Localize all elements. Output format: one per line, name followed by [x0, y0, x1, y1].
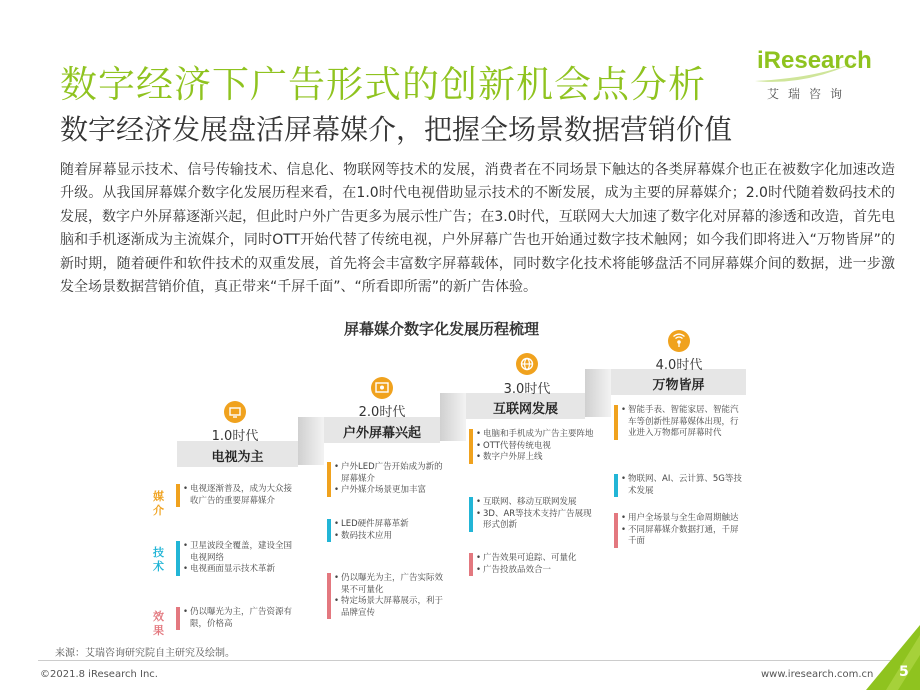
stage-4-name: 万物皆屏 [652, 378, 705, 393]
list-item: • 互联网、移动互联网发展 [483, 497, 597, 509]
footer-divider [38, 660, 893, 661]
globe-icon [516, 353, 538, 375]
logo-chinese-text: 艾瑞咨询 [767, 87, 852, 101]
list-item: • OTT代替传统电视 [483, 441, 597, 453]
stage-2-media-block [327, 462, 445, 497]
copyright-text: ©2021.8 iResearch Inc. [40, 669, 158, 680]
monitor-icon [371, 377, 393, 399]
list-item: • 广告效果可追踪、可量化 [483, 553, 597, 565]
list-item: • 数码技术应用 [341, 531, 445, 543]
list-item: • 仍以曝光为主，广告实际效果不可量化 [341, 573, 445, 596]
stage-1-tech-block [176, 541, 296, 576]
list-item: • 用户全场景与全生命周期触达 [628, 513, 744, 525]
signal-icon [668, 330, 690, 352]
list-item: • 户外媒介场景更加丰富 [341, 485, 445, 497]
category-tech-label: 技术 [153, 546, 164, 573]
stage-3-tech-block [469, 497, 597, 532]
list-item: • 仍以曝光为主，广告资源有限，价格高 [190, 607, 296, 630]
page-number: 5 [899, 664, 909, 680]
stage-2-effect-block [327, 573, 445, 619]
list-item: • 特定场景大屏幕展示，利于品牌宣传 [341, 596, 445, 619]
list-item: • 广告投放品效合一 [483, 565, 597, 577]
diagram-title: 屏幕媒介数字化发展历程梳理 [344, 320, 540, 338]
stage-3-media-block [469, 429, 597, 464]
step-riser [585, 369, 611, 417]
page-subtitle: 数字经济发展盘活屏幕媒介，把握全场景数据营销价值 [60, 113, 733, 146]
stage-1-media-block [176, 484, 296, 507]
stage-4-effect-block [614, 513, 744, 548]
stage-3-era: 3.0时代 [503, 382, 551, 397]
iresearch-logo [757, 47, 873, 107]
step-riser [440, 393, 466, 441]
website-link[interactable]: www.iresearch.com.cn [761, 669, 874, 680]
list-item: • 3D、AR等技术支持广告展现形式创新 [483, 509, 597, 532]
list-item: • 户外LED广告开始成为新的屏幕媒介 [341, 462, 445, 485]
stage-1-name: 电视为主 [211, 450, 264, 465]
list-item: • 物联网、AI、云计算、5G等技术发展 [628, 474, 744, 497]
logo-brand-text: iResearch [757, 47, 872, 74]
intro-paragraph: 随着屏幕显示技术、信号传输技术、信息化、物联网等技术的发展，消费者在不同场景下触达的各类屏幕媒介也正在被数字化加速改造升级。从我国屏幕媒介数字化发展历程来看，在1.0时代电视借助显示技术的不断发展，成为主要的屏幕媒介；2.0时代随着数码技术的发展，数字户外屏幕逐渐兴起，但此时户外广告更多为展示性广告；在3.0时代，互联网大大加速了数字化对屏幕的渗透和改造，首先电脑和手机逐渐成为主流媒介，同时OTT开始代替了传统电视，户外屏幕广告也开始通过数字技术触网；如今我们即将进入“万物皆屏”的新时期，随着硬件和软件技术的双重发展，首先将会丰富数字屏幕载体，同时数字化技术将能够盘活不同屏幕媒介间的数据，进一步激发全场景数据营销价值，真正带来“千屏千面”、“所看即所需”的新广告体验。 [60, 162, 895, 296]
list-item: • 电视画面显示技术革新 [190, 564, 296, 576]
stage-4-tech-block [614, 474, 744, 497]
page-title: 数字经济下广告形式的创新机会点分析 [60, 63, 706, 106]
stage-3-effect-block [469, 553, 597, 576]
list-item: • 智能手表、智能家居、智能汽车等创新性屏幕媒体出现，行业进入万物都可屏幕时代 [628, 405, 744, 440]
list-item: • 不同屏幕媒介数据打通，千屏千面 [628, 525, 744, 548]
list-item: • 电脑和手机成为广告主要阵地 [483, 429, 597, 441]
list-item: • LED硬件屏幕革新 [341, 519, 445, 531]
source-note: 来源：艾瑞咨询研究院自主研究及绘制。 [55, 648, 235, 659]
stage-2-era: 2.0时代 [358, 405, 406, 420]
stage-2-tech-block [327, 519, 445, 542]
stage-4-era: 4.0时代 [655, 358, 703, 373]
category-media-label: 媒介 [153, 490, 164, 517]
tv-icon [224, 401, 246, 423]
corner-decoration-icon [858, 625, 920, 690]
stage-1-era: 1.0时代 [211, 429, 259, 444]
stage-2-name: 户外屏幕兴起 [342, 426, 421, 441]
step-riser [298, 417, 324, 465]
list-item: • 电视逐渐普及，成为大众接收广告的重要屏幕媒介 [190, 484, 296, 507]
stage-3-name: 互联网发展 [492, 402, 558, 417]
list-item: • 数字户外屏上线 [483, 452, 597, 464]
category-effect-label: 效果 [153, 610, 164, 637]
stage-1-effect-block [176, 607, 296, 630]
list-item: • 卫星波段全覆盖，建设全国电视网络 [190, 541, 296, 564]
stage-4-media-block [614, 405, 744, 440]
